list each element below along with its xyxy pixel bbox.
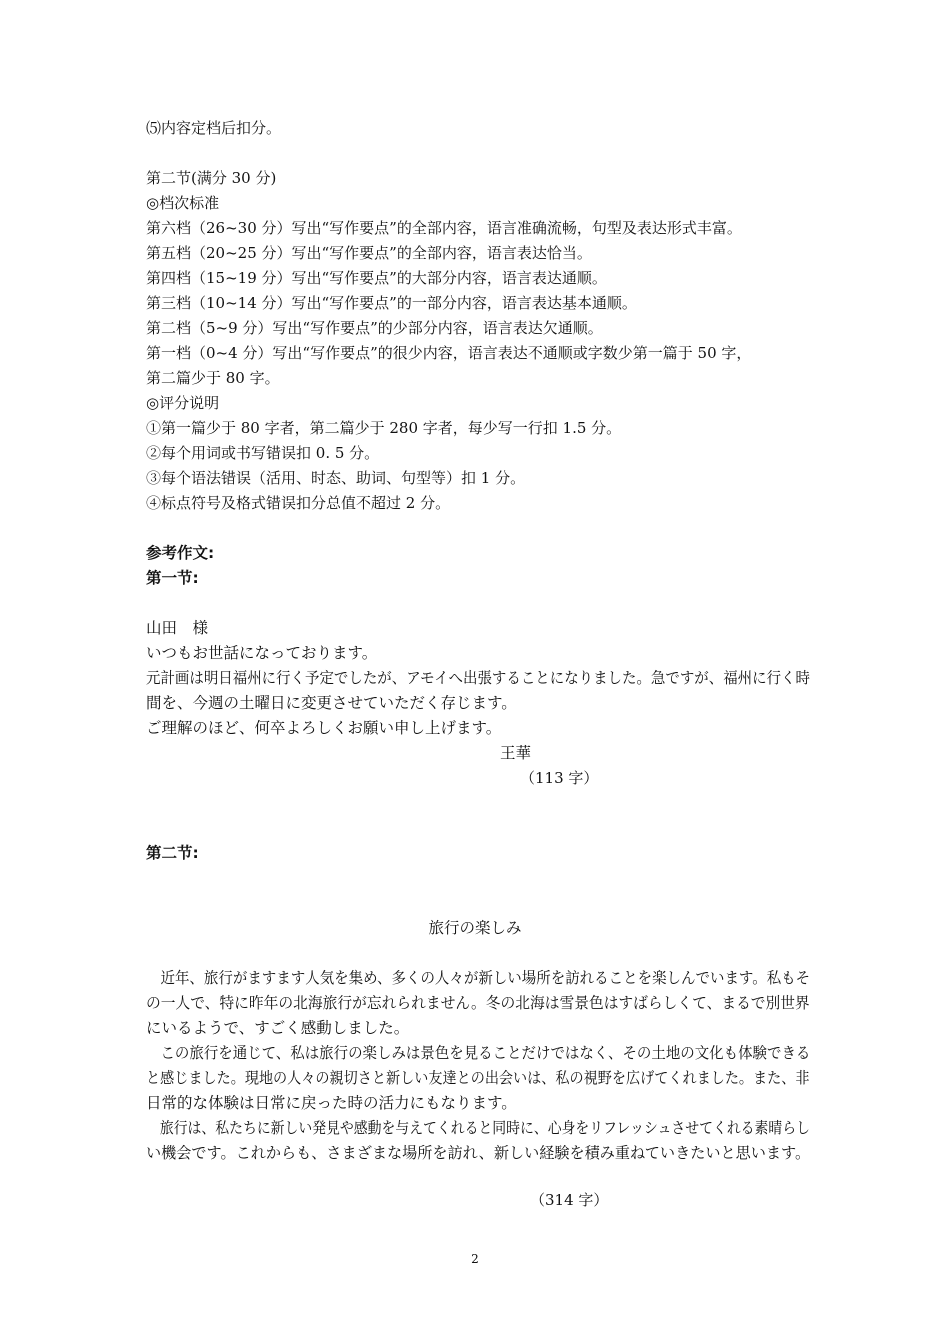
essay-line: と感じました。現地の人々の親切さと新しい友達との出会いは、私の視野を広げてくれました。また、非	[146, 1069, 810, 1087]
letter-line: ご理解のほど、何卒よろしくお願い申し上げます。	[146, 719, 502, 737]
essay-line: 近年、旅行がますます人気を集め、多くの人々が新しい場所を訪れることを楽しんでいます。私もそ	[146, 969, 811, 987]
grade-line: 第六档（26~30 分）写出“写作要点”的全部内容，语言准确流畅，句型及表达形式丰富。	[146, 219, 742, 237]
essay-title: 旅行の楽しみ	[428, 919, 522, 937]
letter-line: 間を、今週の土曜日に変更させていただく存じます。	[146, 694, 517, 712]
page-number: 2	[471, 1252, 479, 1266]
essay-line: 旅行は、私たちに新しい発見や感動を与えてくれると同時に、心身をリフレッシュさせてくれる素晴らし	[146, 1119, 810, 1137]
scoring-line: ①第一篇少于 80 字者，第二篇少于 280 字者，每少写一行扣 1.5 分。	[146, 419, 622, 437]
letter-signature: 王華	[500, 744, 532, 762]
scoring-line: ②每个用词或书写错误扣 0. 5 分。	[146, 444, 380, 462]
scoring-line: ③每个语法错误（活用、时态、助词、句型等）扣 1 分。	[146, 469, 526, 487]
section2-title: 第二节(满分 30 分)	[146, 169, 277, 187]
grade-line: 第三档（10~14 分）写出“写作要点”的一部分内容，语言表达基本通顺。	[146, 294, 637, 312]
part2-heading: 第二节:	[146, 844, 199, 862]
section1-tail: ⑸内容定档后扣分。	[146, 119, 282, 137]
letter-line: 元計画は明日福州に行く予定でしたが、アモイへ出張することになりました。急ですが、福州に行く時	[146, 669, 810, 687]
essay-line: にいるようで、すごく感動しました。	[146, 1019, 410, 1037]
scoring-line: ④标点符号及格式错误扣分总值不超过 2 分。	[146, 494, 451, 512]
scoring-heading: ◎评分说明	[146, 394, 220, 412]
letter-line: いつもお世話になっております。	[146, 644, 378, 662]
letter-salutation: 山田 様	[146, 619, 209, 637]
grade-line: 第二档（5~9 分）写出“写作要点”的少部分内容，语言表达欠通顺。	[146, 319, 603, 337]
essay-word-count: （314 字）	[530, 1191, 609, 1209]
grade-line: 第五档（20~25 分）写出“写作要点”的全部内容，语言表达恰当。	[146, 244, 592, 262]
letter-word-count: （113 字）	[520, 769, 599, 787]
essay-line: この旅行を通じて、私は旅行の楽しみは景色を見ることだけではなく、その土地の文化も体験できる	[146, 1044, 811, 1062]
grade-line: 第一档（0~4 分）写出“写作要点”的很少内容，语言表达不通顺或字数少第一篇于 50 字，	[146, 344, 752, 362]
essay-line: 日常的な体験は日常に戻った時の活力にもなります。	[146, 1094, 517, 1112]
grade-line: 第四档（15~19 分）写出“写作要点”的大部分内容，语言表达通顺。	[146, 269, 607, 287]
reference-heading: 参考作文:	[146, 544, 215, 562]
part1-heading: 第一节:	[146, 569, 199, 587]
essay-line: の一人で、特に昨年の北海旅行が忘れられません。冬の北海は雪景色はすばらしくて、まるで別世界	[146, 994, 810, 1012]
grade-line: 第二篇少于 80 字。	[146, 369, 280, 387]
essay-line: い機会です。これからも、さまざまな場所を訪れ、新しい経験を積み重ねていきたいと思います。	[146, 1144, 811, 1162]
grade-heading: ◎档次标准	[146, 194, 220, 212]
